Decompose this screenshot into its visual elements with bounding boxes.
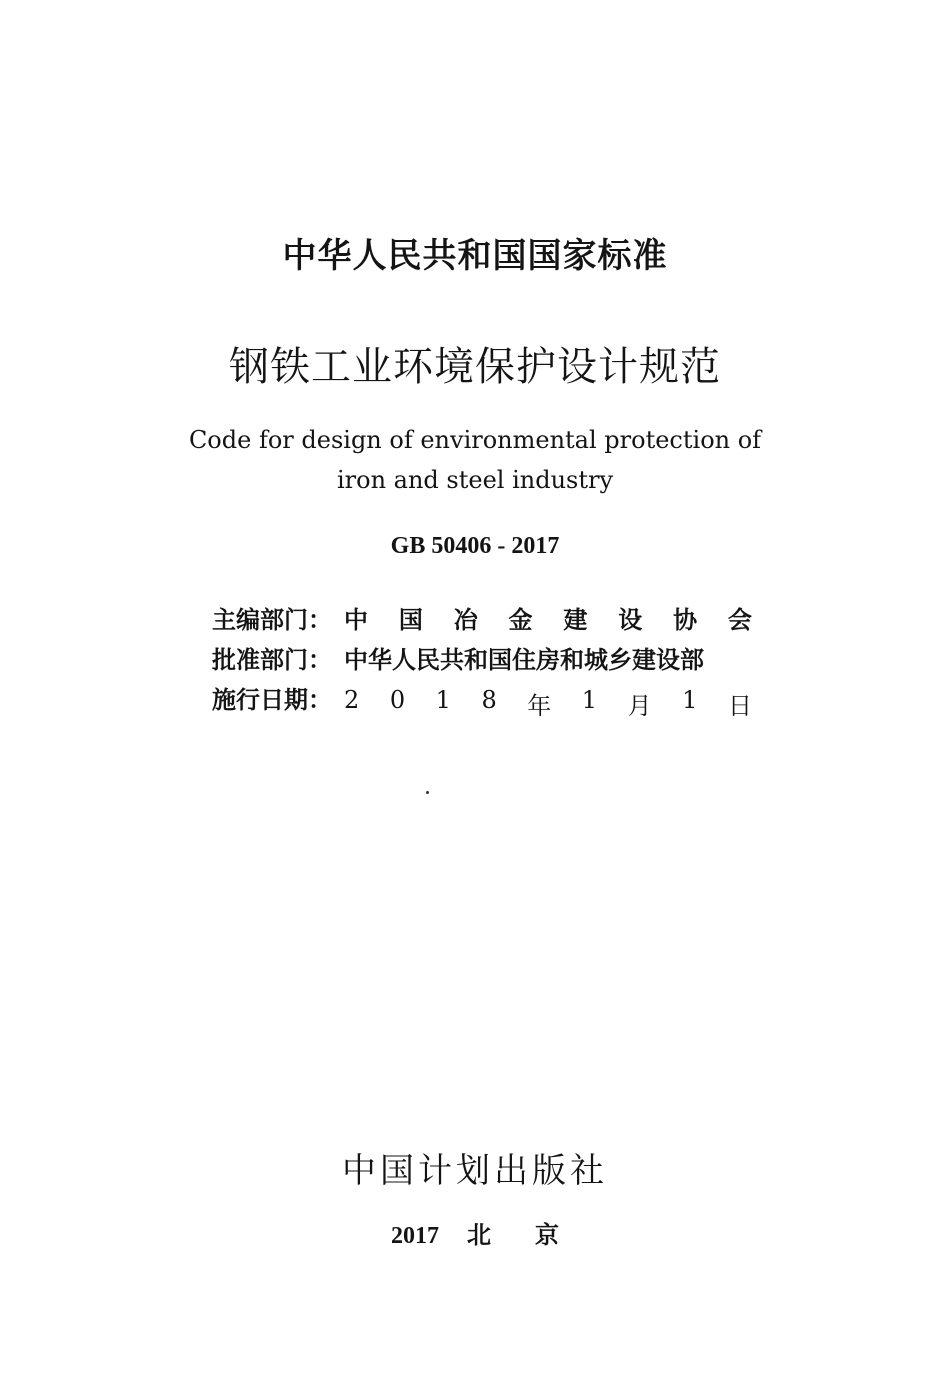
english-title-line-1: Code for design of environmental protection of	[188, 426, 762, 454]
standard-type: 中华人民共和国国家标准	[282, 236, 668, 276]
editor-char: 金	[508, 606, 533, 634]
editor-row	[212, 600, 752, 640]
date-char: 1	[682, 686, 698, 714]
date-char: 年	[527, 692, 552, 720]
publication-year: 2017	[391, 1223, 439, 1249]
date-char: 日	[727, 692, 752, 720]
publication-place	[0, 1215, 950, 1250]
info-block	[212, 600, 752, 720]
editor-char: 中	[344, 606, 368, 634]
date-char: 0	[389, 686, 406, 714]
date-value	[344, 686, 752, 721]
date-label: 施行日期：	[212, 686, 332, 714]
stray-dot	[426, 791, 429, 794]
publisher: 中国计划出版社	[342, 1151, 608, 1191]
publication-city-char: 京	[535, 1223, 559, 1249]
editor-label: 主编部门：	[212, 606, 332, 634]
editor-char: 会	[727, 606, 752, 634]
date-row	[212, 680, 752, 720]
approver-label: 批准部门：	[212, 646, 332, 674]
editor-value	[344, 600, 752, 635]
date-char: 1	[435, 686, 451, 714]
editor-char: 设	[618, 606, 643, 634]
approver-value: 中华人民共和国住房和城乡建设部	[344, 646, 704, 674]
publication-city-char: 北	[467, 1223, 491, 1249]
editor-char: 国	[398, 606, 423, 634]
approver-row	[212, 640, 752, 680]
date-char: 1	[581, 686, 598, 714]
main-title: 钢铁工业环境保护设计规范	[229, 344, 721, 390]
editor-char: 冶	[453, 606, 478, 634]
date-char: 月	[627, 692, 652, 720]
standard-code: GB 50406 - 2017	[390, 533, 560, 559]
date-char: 2	[344, 686, 360, 714]
editor-char: 建	[563, 606, 588, 634]
english-title	[0, 420, 950, 500]
date-char: 8	[481, 686, 497, 714]
editor-char: 协	[673, 606, 698, 634]
english-title-line-2: iron and steel industry	[336, 466, 614, 494]
